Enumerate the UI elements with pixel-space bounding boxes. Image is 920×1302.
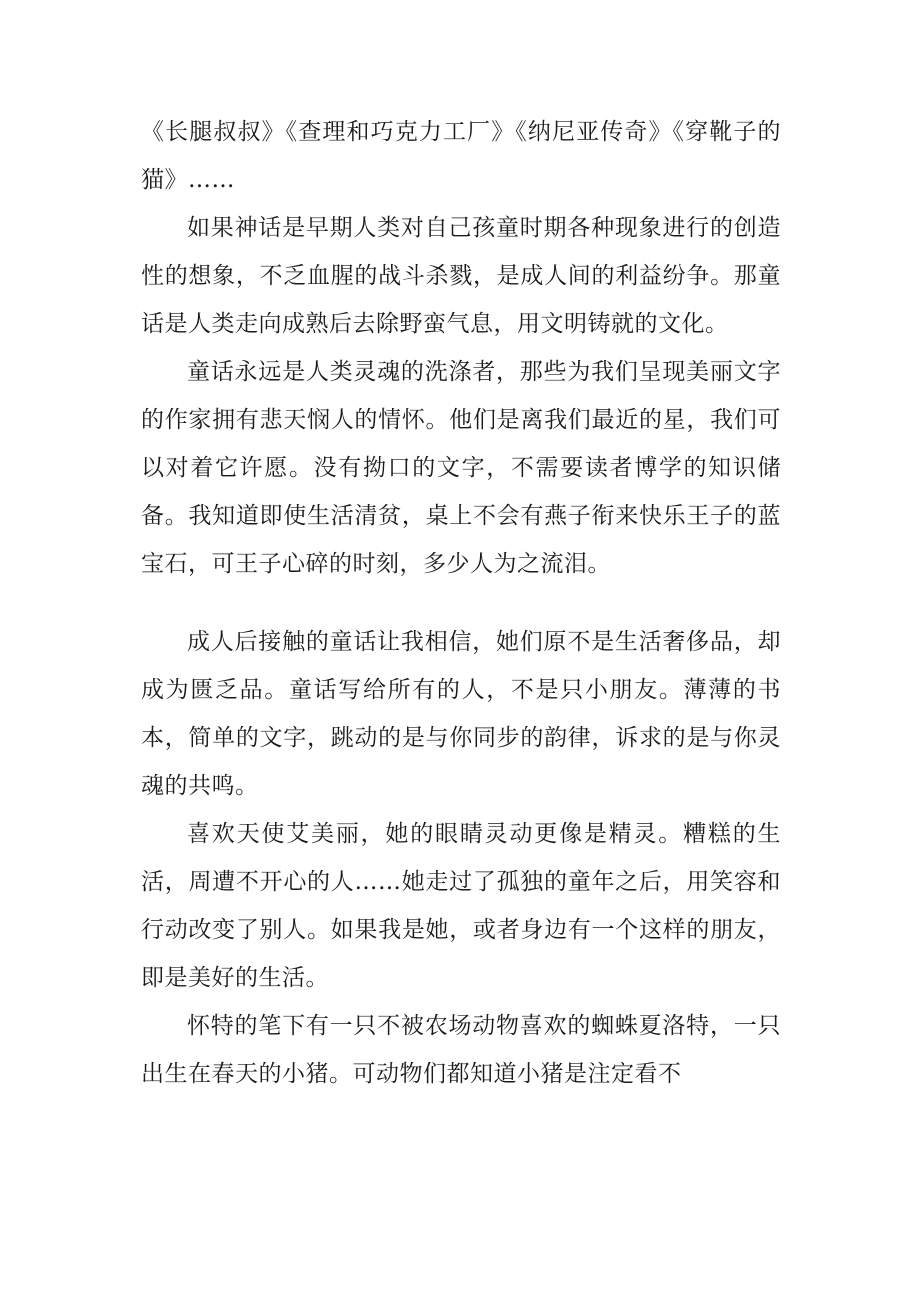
document-body xyxy=(141,108,781,1098)
paragraph-amelie: 喜欢天使艾美丽，她的眼睛灵动更像是精灵。糟糕的生活，周遭不开心的人……她走过了孤独的童年之后，用笑容和行动改变了别人。如果我是她，或者身边有一个这样的朋友，即是美好的生活。 xyxy=(141,821,781,991)
paragraph-fairytale-soul: 童话永远是人类灵魂的洗涤者，那些为我们呈现美丽文字的作家拥有悲天悯人的情怀。他们是离我们最近的星，我们可以对着它许愿。没有拗口的文字，不需要读者博学的知识储备。我知道即使生活清贫，桌上不会有燕子衔来快乐王子的蓝宝石，可王子心碎的时刻，多少人为之流泪。 xyxy=(141,359,781,577)
paragraph-myth-vs-fairytale: 如果神话是早期人类对自己孩童时期各种现象进行的创造性的想象，不乏血腥的战斗杀戮，是成人间的利益纷争。那童话是人类走向成熟后去除野蛮气息，用文明铸就的文化。 xyxy=(141,215,781,337)
paragraph-charlotte: 怀特的笔下有一只不被农场动物喜欢的蜘蛛夏洛特，一只出生在春天的小猪。可动物们都知道小猪是注定看不 xyxy=(141,1013,781,1087)
paragraph-spacer xyxy=(141,588,781,618)
paragraph-book-list: 《长腿叔叔》《查理和巧克力工厂》《纳尼亚传奇》《穿靴子的猫》…… xyxy=(141,119,781,193)
paragraph-adult-fairytale: 成人后接触的童话让我相信，她们原不是生活奢侈品，却成为匮乏品。童话写给所有的人，不是只小朋友。薄薄的书本，简单的文字，跳动的是与你同步的韵律，诉求的是与你灵魂的共鸣。 xyxy=(141,629,781,799)
